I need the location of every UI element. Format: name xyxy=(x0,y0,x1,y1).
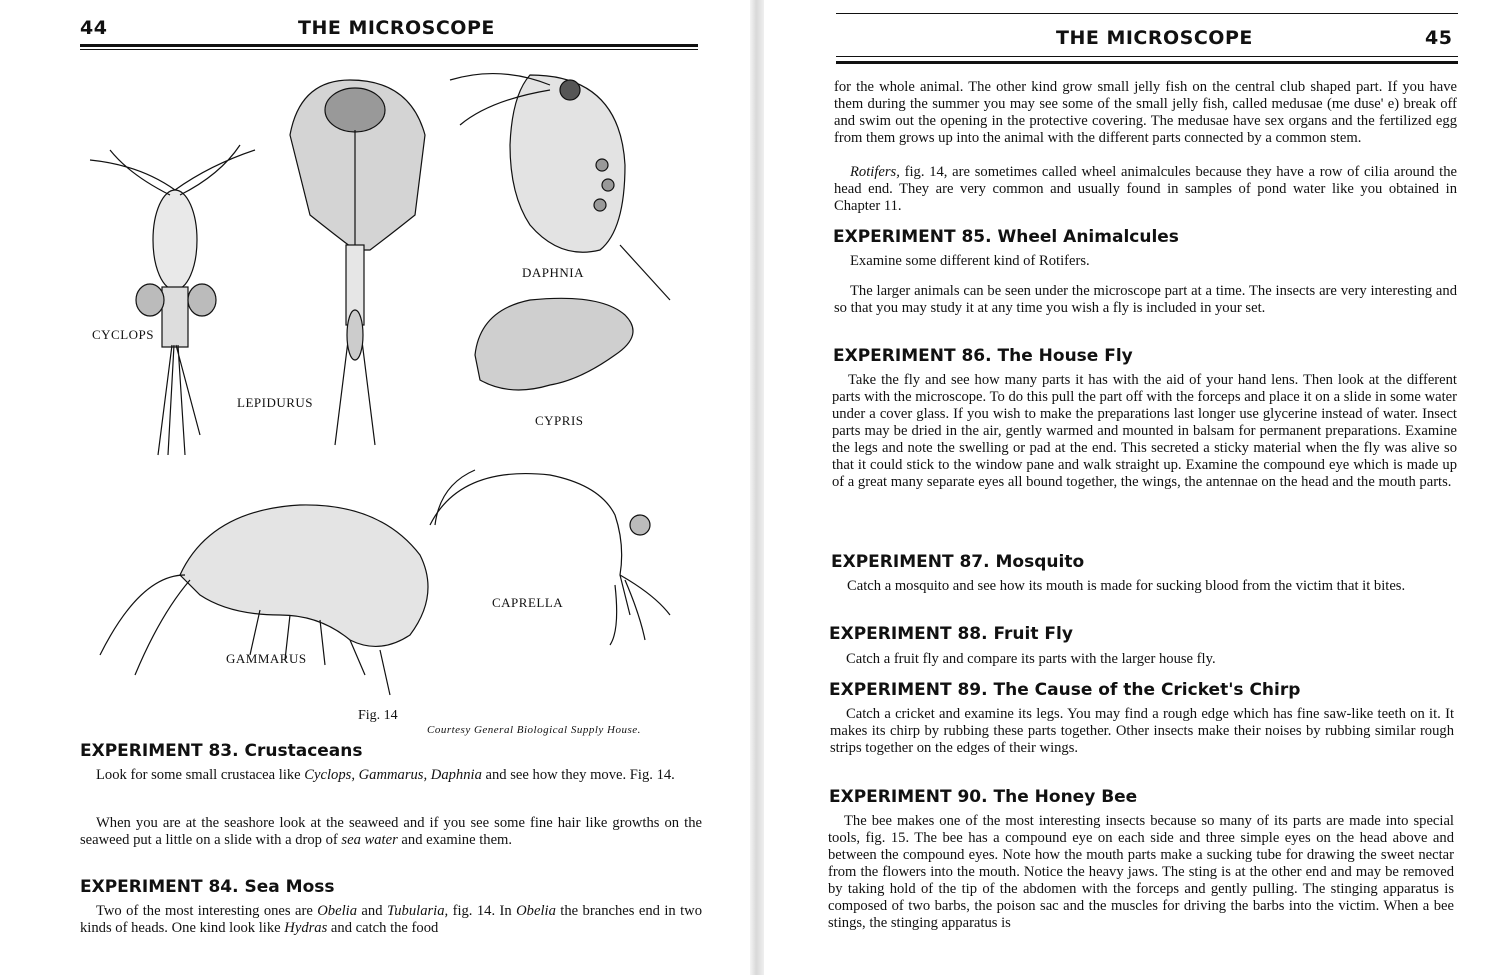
label-cypris: CYPRIS xyxy=(535,413,584,428)
exp84-paragraph-1: Two of the most interesting ones are Obelia and Tubularia, fig. 14. In Obelia the branches end in two kinds of heads. One kind look like Hydras and catch the food xyxy=(80,903,703,936)
running-head-right: THE MICROSCOPE xyxy=(1056,27,1253,49)
gammarus-drawing xyxy=(100,505,428,695)
exp87-title: EXPERIMENT 87. Mosquito xyxy=(831,552,1085,572)
exp88-title: EXPERIMENT 88. Fruit Fly xyxy=(829,624,1073,644)
exp84-title: EXPERIMENT 84. Sea Moss xyxy=(80,877,335,897)
exp90-paragraph-1: The bee makes one of the most interesting insects because so many of its parts are made into special tools, fig. 15. The bee has a compound eye on each side and three simple eyes on the head above and between the compound eyes. Note how the mouth parts make a sucking tube for drawing the sweet nectar from the flowers into the mouth. Notice the heavy jaws. The sting is at the other end and may be removed by taking hold of the tip of the abdomen with the forceps and gently pulling. The stinging apparatus is composed of two barbs, the poison sac and the muscles for driving the barbs into the victim. When a bee stings, the stinging apparatus is xyxy=(828,813,1454,931)
running-head-left: THE MICROSCOPE xyxy=(298,17,495,39)
label-cyclops: CYCLOPS xyxy=(92,327,155,342)
exp85-paragraph-1: Examine some different kind of Rotifers. xyxy=(850,253,1090,269)
caprella-drawing xyxy=(430,470,670,645)
exp85-paragraph-2: The larger animals can be seen under the microscope part at a time. The insects are very interesting and so that you may study it at any time you wish a fly is included in your set. xyxy=(834,283,1457,316)
right-page xyxy=(764,0,1500,975)
exp87-paragraph-1: Catch a mosquito and see how its mouth is made for sucking blood from the victim that it bites. xyxy=(847,578,1406,594)
exp85-title: EXPERIMENT 85. Wheel Animalcules xyxy=(833,227,1179,247)
cyclops-drawing xyxy=(90,145,255,455)
exp86-title: EXPERIMENT 86. The House Fly xyxy=(833,346,1133,366)
intro-paragraph-2: Rotifers, fig. 14, are sometimes called wheel animalcules because they have a row of cilia around the head end. They are very common and usually found in samples of pond water like you obtained in Chapter 11. xyxy=(834,164,1457,214)
intro-paragraph-1: for the whole animal. The other kind grow small jelly fish on the central club shaped part. If you have them during the summer you may see some of the small jelly fish, called medusae (me duse' e) break off and swim out the opening in the protective covering. The medusae have sex organs and the fertilized egg from them grows up into the animal with the different parts connected by a common stem. xyxy=(834,79,1457,146)
lepidurus-drawing xyxy=(290,80,425,445)
page-number-right: 45 xyxy=(1425,27,1453,49)
header-rule-thick xyxy=(80,44,698,47)
label-caprella: CAPRELLA xyxy=(492,595,564,610)
figure-courtesy: Courtesy General Biological Supply House. xyxy=(427,724,641,736)
exp90-title: EXPERIMENT 90. The Honey Bee xyxy=(829,787,1138,807)
exp88-paragraph-1: Catch a fruit fly and compare its parts with the larger house fly. xyxy=(846,651,1216,667)
cypris-drawing xyxy=(475,298,633,390)
exp83-title: EXPERIMENT 83. Crustaceans xyxy=(80,741,363,761)
exp89-paragraph-1: Catch a cricket and examine its legs. You may find a rough edge which has fine saw-like teeth on it. It makes its chirp by rubbing these parts together. Other insects make their noises by rubbing similar rough strips together on the edges of their wings. xyxy=(830,706,1454,756)
header-rule-thin xyxy=(80,49,698,50)
exp86-paragraph-1: Take the fly and see how many parts it has with the aid of your hand lens. Then look at the different parts with the microscope. To do this pull the part off with the forceps and place it on a slide in some water under a cover glass. If you wish to make the preparations last longer use glycerine instead of water. Insect parts may be dried in the air, gently warmed and mounted in balsam for permanent preparations. Examine the legs and note the swelling or pad at the end. This secreted a sticky material when the fly was alive so that it could stick to the window pane and walk straight up. Examine the compound eye which is made up of a great many separate eyes all bound together, the wings, the antennae on the head and the mouth parts. xyxy=(832,372,1457,490)
header-rule-thin-right xyxy=(836,56,1458,57)
exp89-title: EXPERIMENT 89. The Cause of the Cricket's Chirp xyxy=(829,680,1301,700)
header-rule-thick-right xyxy=(836,61,1458,64)
page-number-left: 44 xyxy=(80,17,108,39)
figure-14-illustration xyxy=(80,55,705,705)
exp83-paragraph-1: Look for some small crustacea like Cyclops, Gammarus, Daphnia and see how they move. Fig. 14. xyxy=(96,767,675,783)
label-daphnia: DAPHNIA xyxy=(522,265,584,280)
book-gutter xyxy=(750,0,764,975)
figure-caption: Fig. 14 xyxy=(358,708,398,723)
header-rule-top xyxy=(836,13,1458,14)
exp83-paragraph-2: When you are at the seashore look at the seaweed and if you see some fine hair like growths on the seaweed put a little on a slide with a drop of sea water and examine them. xyxy=(80,815,702,848)
label-lepidurus: LEPIDURUS xyxy=(237,395,314,410)
label-gammarus: GAMMARUS xyxy=(226,651,307,666)
